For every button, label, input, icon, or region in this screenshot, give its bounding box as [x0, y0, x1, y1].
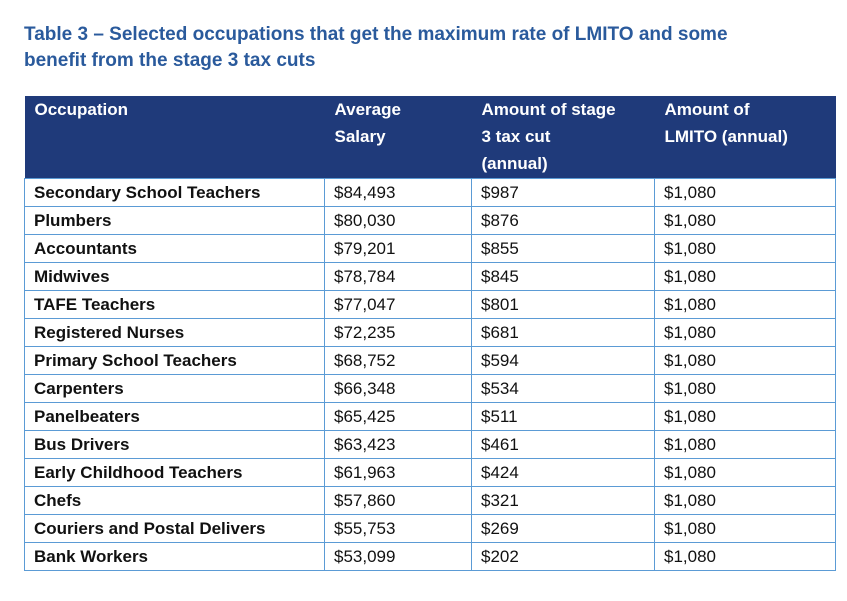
occupations-table: [24, 96, 836, 571]
cell-stage3-tax-cut: $511: [472, 403, 655, 431]
cell-occupation: Chefs: [25, 487, 325, 515]
cell-average-salary: $57,860: [325, 487, 472, 515]
table-row: [25, 179, 836, 207]
cell-average-salary: $78,784: [325, 263, 472, 291]
cell-stage3-tax-cut: $534: [472, 375, 655, 403]
cell-average-salary: $65,425: [325, 403, 472, 431]
caption-line-2: benefit from the stage 3 tax cuts: [24, 50, 316, 71]
cell-stage3-tax-cut: $321: [472, 487, 655, 515]
header-occupation-line: Occupation: [34, 100, 129, 119]
table-row: [25, 431, 836, 459]
cell-average-salary: $68,752: [325, 347, 472, 375]
cell-stage3-tax-cut: $681: [472, 319, 655, 347]
cell-lmito: $1,080: [655, 319, 836, 347]
cell-lmito: $1,080: [655, 543, 836, 571]
occupations-table-container: [24, 96, 835, 571]
header-stage3-tax-cut: [472, 96, 655, 179]
header-average-salary-line-1: Average: [334, 100, 401, 119]
table-row: [25, 291, 836, 319]
header-stage3-line-1: Amount of stage: [481, 100, 616, 119]
cell-occupation: Primary School Teachers: [25, 347, 325, 375]
cell-lmito: $1,080: [655, 403, 836, 431]
cell-occupation: Midwives: [25, 263, 325, 291]
cell-lmito: $1,080: [655, 515, 836, 543]
cell-lmito: $1,080: [655, 459, 836, 487]
header-average-salary: [325, 96, 472, 179]
cell-stage3-tax-cut: $202: [472, 543, 655, 571]
table-row: [25, 487, 836, 515]
cell-lmito: $1,080: [655, 347, 836, 375]
cell-lmito: $1,080: [655, 207, 836, 235]
cell-occupation: Panelbeaters: [25, 403, 325, 431]
header-lmito: [655, 96, 836, 179]
table-row: [25, 263, 836, 291]
table-row: [25, 459, 836, 487]
caption-line-1: Table 3 – Selected occupations that get the maximum rate of LMITO and some: [24, 24, 728, 45]
cell-lmito: $1,080: [655, 235, 836, 263]
table-caption: [24, 22, 814, 74]
table-row: [25, 403, 836, 431]
cell-lmito: $1,080: [655, 487, 836, 515]
cell-stage3-tax-cut: $594: [472, 347, 655, 375]
cell-average-salary: $66,348: [325, 375, 472, 403]
cell-occupation: Accountants: [25, 235, 325, 263]
cell-average-salary: $77,047: [325, 291, 472, 319]
table-row: [25, 347, 836, 375]
cell-stage3-tax-cut: $269: [472, 515, 655, 543]
cell-stage3-tax-cut: $876: [472, 207, 655, 235]
cell-occupation: TAFE Teachers: [25, 291, 325, 319]
cell-stage3-tax-cut: $987: [472, 179, 655, 207]
header-lmito-line-2: LMITO (annual): [664, 127, 788, 146]
cell-average-salary: $80,030: [325, 207, 472, 235]
header-lmito-line-1: Amount of: [664, 100, 750, 119]
cell-average-salary: $53,099: [325, 543, 472, 571]
cell-occupation: Couriers and Postal Delivers: [25, 515, 325, 543]
cell-average-salary: $84,493: [325, 179, 472, 207]
header-average-salary-line-2: Salary: [334, 127, 386, 146]
cell-occupation: Secondary School Teachers: [25, 179, 325, 207]
cell-stage3-tax-cut: $855: [472, 235, 655, 263]
cell-occupation: Registered Nurses: [25, 319, 325, 347]
cell-occupation: Bus Drivers: [25, 431, 325, 459]
cell-average-salary: $79,201: [325, 235, 472, 263]
header-occupation: [25, 96, 325, 179]
table-row: [25, 543, 836, 571]
cell-stage3-tax-cut: $845: [472, 263, 655, 291]
table-header: [25, 96, 836, 179]
cell-occupation: Early Childhood Teachers: [25, 459, 325, 487]
cell-occupation: Plumbers: [25, 207, 325, 235]
cell-average-salary: $61,963: [325, 459, 472, 487]
cell-average-salary: $72,235: [325, 319, 472, 347]
cell-lmito: $1,080: [655, 179, 836, 207]
cell-lmito: $1,080: [655, 431, 836, 459]
header-stage3-line-2: 3 tax cut: [481, 127, 551, 146]
table-row: [25, 319, 836, 347]
cell-lmito: $1,080: [655, 375, 836, 403]
header-stage3-line-3: (annual): [481, 154, 548, 173]
cell-occupation: Bank Workers: [25, 543, 325, 571]
table-row: [25, 515, 836, 543]
table-body: [25, 179, 836, 571]
cell-occupation: Carpenters: [25, 375, 325, 403]
cell-lmito: $1,080: [655, 263, 836, 291]
table-row: [25, 235, 836, 263]
cell-lmito: $1,080: [655, 291, 836, 319]
cell-stage3-tax-cut: $461: [472, 431, 655, 459]
table-row: [25, 375, 836, 403]
header-row: [25, 96, 836, 179]
table-row: [25, 207, 836, 235]
cell-average-salary: $55,753: [325, 515, 472, 543]
cell-stage3-tax-cut: $424: [472, 459, 655, 487]
cell-stage3-tax-cut: $801: [472, 291, 655, 319]
cell-average-salary: $63,423: [325, 431, 472, 459]
